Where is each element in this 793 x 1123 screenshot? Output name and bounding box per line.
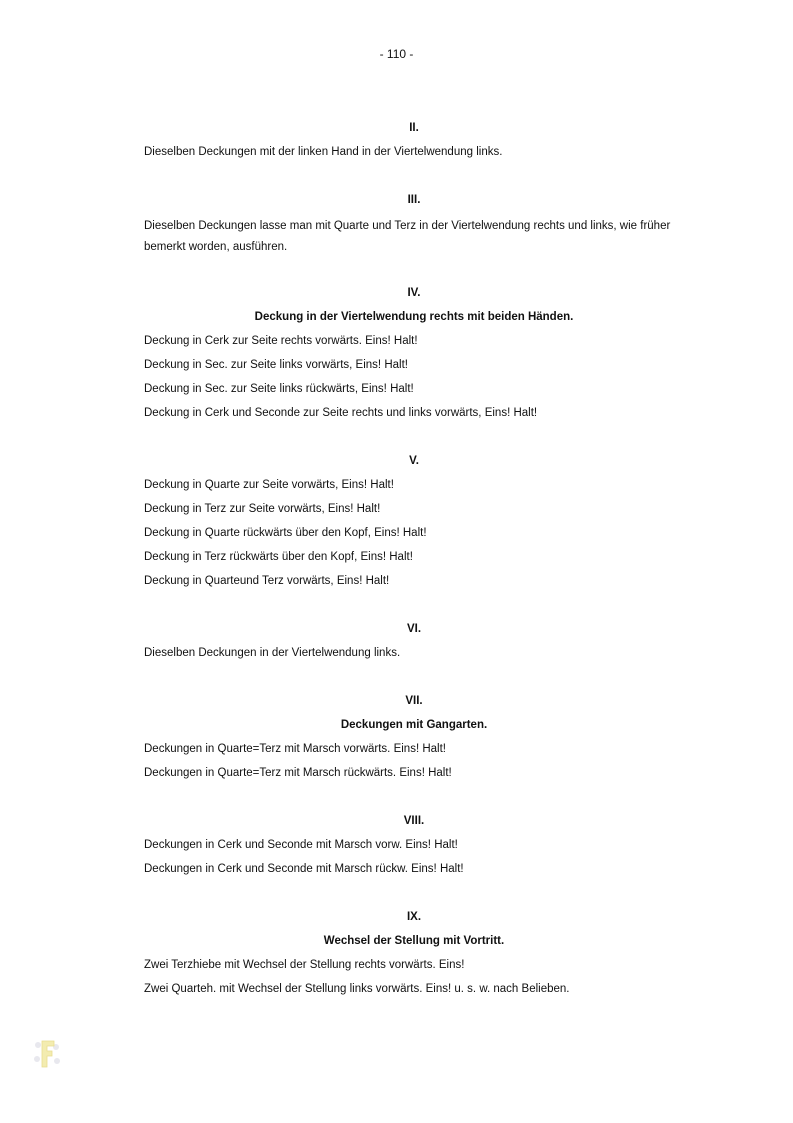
section-iv	[144, 285, 684, 429]
text-line: Dieselben Deckungen mit der linken Hand in der Viertelwendung links.	[144, 146, 503, 158]
letter-f-logo-icon	[32, 1037, 62, 1071]
section-number: VIII.	[403, 815, 425, 827]
text-line: Deckung in Sec. zur Seite links vorwärts, Eins! Halt!	[144, 359, 408, 371]
text-line: Deckungen in Quarte=Terz mit Marsch rückwärts. Eins! Halt!	[144, 767, 452, 779]
section-vii	[144, 693, 684, 789]
section-ix	[144, 909, 684, 1005]
text-line: Deckungen in Quarte=Terz mit Marsch vorwärts. Eins! Halt!	[144, 743, 446, 755]
text-line: Deckungen in Cerk und Seconde mit Marsch vorw. Eins! Halt!	[144, 839, 458, 851]
section-iii	[144, 192, 684, 258]
text-line: Dieselben Deckungen in der Viertelwendung links.	[144, 647, 401, 659]
text-line: Deckung in Terz rückwärts über den Kopf, Eins! Halt!	[144, 551, 413, 563]
text-paragraph: Dieselben Deckungen lasse man mit Quarte und Terz in der Viertelwendung rechts und links, wie früher bemerkt worden, ausführen.	[144, 220, 671, 253]
section-number: IX.	[406, 911, 422, 923]
text-line: Deckung in Cerk und Seconde zur Seite rechts und links vorwärts, Eins! Halt!	[144, 407, 538, 419]
text-line: Deckung in Cerk zur Seite rechts vorwärts. Eins! Halt!	[144, 335, 418, 347]
text-line: Deckung in Sec. zur Seite links rückwärts, Eins! Halt!	[144, 383, 414, 395]
section-number: V.	[409, 455, 419, 467]
section-title: Deckungen mit Gangarten.	[340, 719, 488, 731]
text-line: Deckung in Quarte rückwärts über den Kopf, Eins! Halt!	[144, 527, 427, 539]
section-viii	[144, 813, 684, 885]
section-number: VII.	[405, 695, 423, 707]
text-line: Deckungen in Cerk und Seconde mit Marsch rückw. Eins! Halt!	[144, 863, 464, 875]
text-line: Zwei Terzhiebe mit Wechsel der Stellung rechts vorwärts. Eins!	[144, 959, 465, 971]
section-number: IV.	[407, 287, 421, 299]
section-number: III.	[407, 194, 421, 206]
section-ii	[144, 120, 684, 168]
section-number: VI.	[406, 623, 422, 635]
text-line: Deckung in Quarteund Terz vorwärts, Eins! Halt!	[144, 575, 390, 587]
text-line: Deckung in Terz zur Seite vorwärts, Eins! Halt!	[144, 503, 381, 515]
section-title: Wechsel der Stellung mit Vortritt.	[323, 935, 505, 947]
page-number: - 110 -	[379, 47, 414, 61]
section-vi	[144, 621, 684, 669]
document-body	[144, 120, 684, 1005]
section-number: II.	[409, 122, 419, 134]
text-line: Zwei Quarteh. mit Wechsel der Stellung links vorwärts. Eins! u. s. w. nach Belieben.	[144, 983, 570, 995]
section-title: Deckung in der Viertelwendung rechts mit beiden Händen.	[254, 311, 574, 323]
section-v	[144, 453, 684, 597]
text-line: Deckung in Quarte zur Seite vorwärts, Eins! Halt!	[144, 479, 394, 491]
